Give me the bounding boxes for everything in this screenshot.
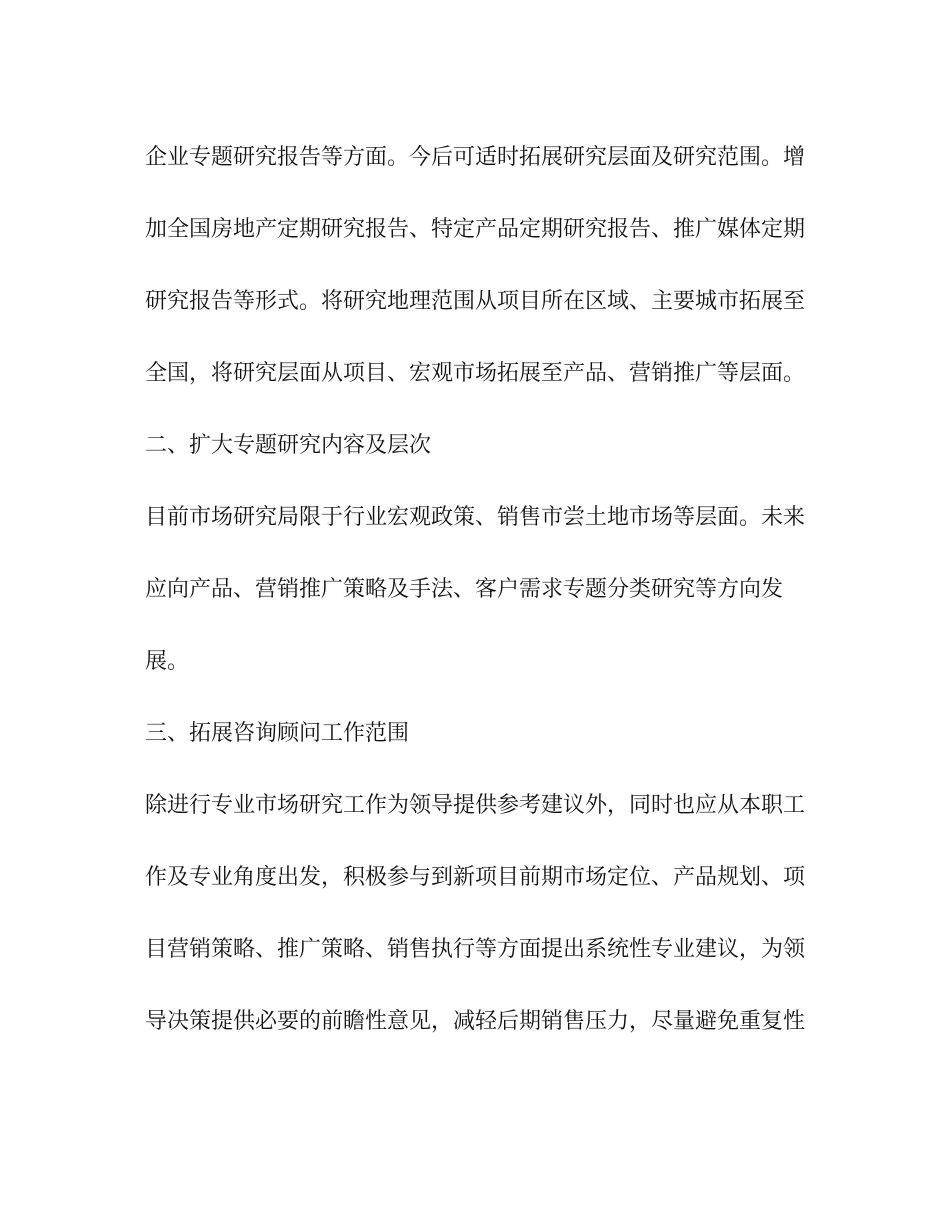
section-heading: 二、扩大专题研究内容及层次: [145, 433, 432, 458]
section-heading: 三、拓展咨询顾问工作范围: [145, 721, 410, 746]
paragraph-line: 加全国房地产定期研究报告、特定产品定期研究报告、推广媒体定期: [145, 217, 806, 242]
paragraph-line: 应向产品、营销推广策略及手法、客户需求专题分类研究等方向发: [145, 577, 784, 602]
paragraph-line: 全国，将研究层面从项目、宏观市场拓展至产品、营销推广等层面。: [145, 361, 806, 386]
paragraph-line: 除进行专业市场研究工作为领导提供参考建议外，同时也应从本职工: [145, 793, 806, 818]
paragraph-line: 目前市场研究局限于行业宏观政策、销售市尝土地市场等层面。未来: [145, 505, 806, 530]
paragraph-line: 目营销策略、推广策略、销售执行等方面提出系统性专业建议，为领: [145, 937, 806, 962]
paragraph-line: 作及专业角度出发，积极参与到新项目前期市场定位、产品规划、项: [145, 865, 806, 890]
paragraph-line: 研究报告等形式。将研究地理范围从项目所在区域、主要城市拓展至: [145, 289, 806, 314]
paragraph-line: 企业专题研究报告等方面。今后可适时拓展研究层面及研究范围。增: [145, 145, 806, 170]
paragraph-line: 导决策提供必要的前瞻性意见，减轻后期销售压力，尽量避免重复性: [145, 1009, 806, 1034]
paragraph-line: 展。: [145, 649, 190, 674]
